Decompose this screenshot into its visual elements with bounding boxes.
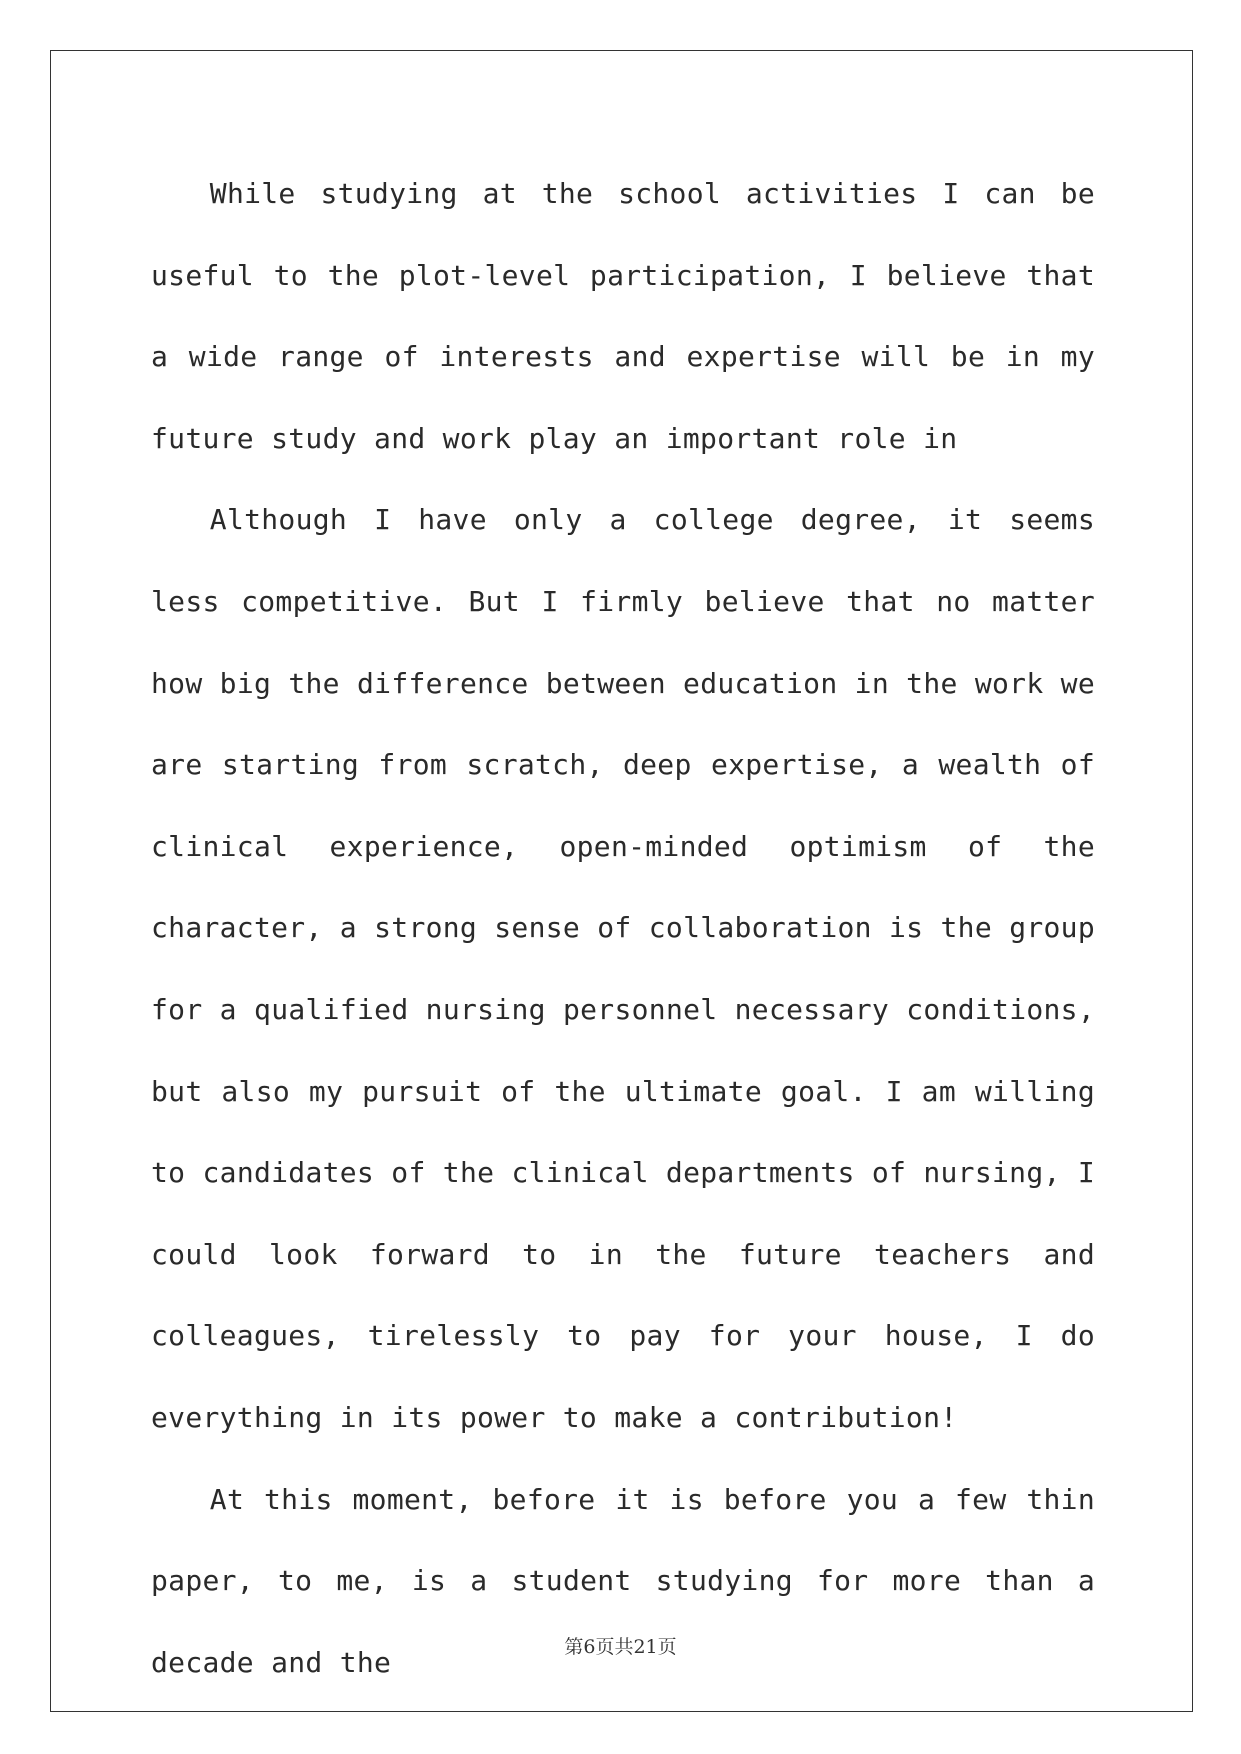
page-total: 共21页 — [614, 1636, 677, 1658]
document-body — [151, 153, 1095, 1703]
page-number: 第6页 — [564, 1636, 615, 1658]
paragraph: While studying at the school activities I can be useful to the plot-level participation, I believe that a wide range of interests and expertise will be in my future study and work play an important role in — [151, 177, 1095, 455]
paragraph: At this moment, before it is before you a few thin paper, to me, is a student studying for more than a decade and the — [151, 1482, 1095, 1679]
paragraph: Although I have only a college degree, it seems less competitive. But I firmly believe that no matter how big the difference between education in the work we are starting from scratch, deep expertise, a wealth of clinical experience, open-minded optimism of the character, a strong sense of collaboration is the group for a qualified nursing personnel necessary conditions, but also my pursuit of the ultimate goal. I am willing to candidates of the clinical departments of nursing, I could look forward to in the future teachers and colleagues, tirelessly to pay for your house, I do everything in its power to make a contribution! — [151, 503, 1095, 1434]
page-footer — [0, 1632, 1241, 1659]
